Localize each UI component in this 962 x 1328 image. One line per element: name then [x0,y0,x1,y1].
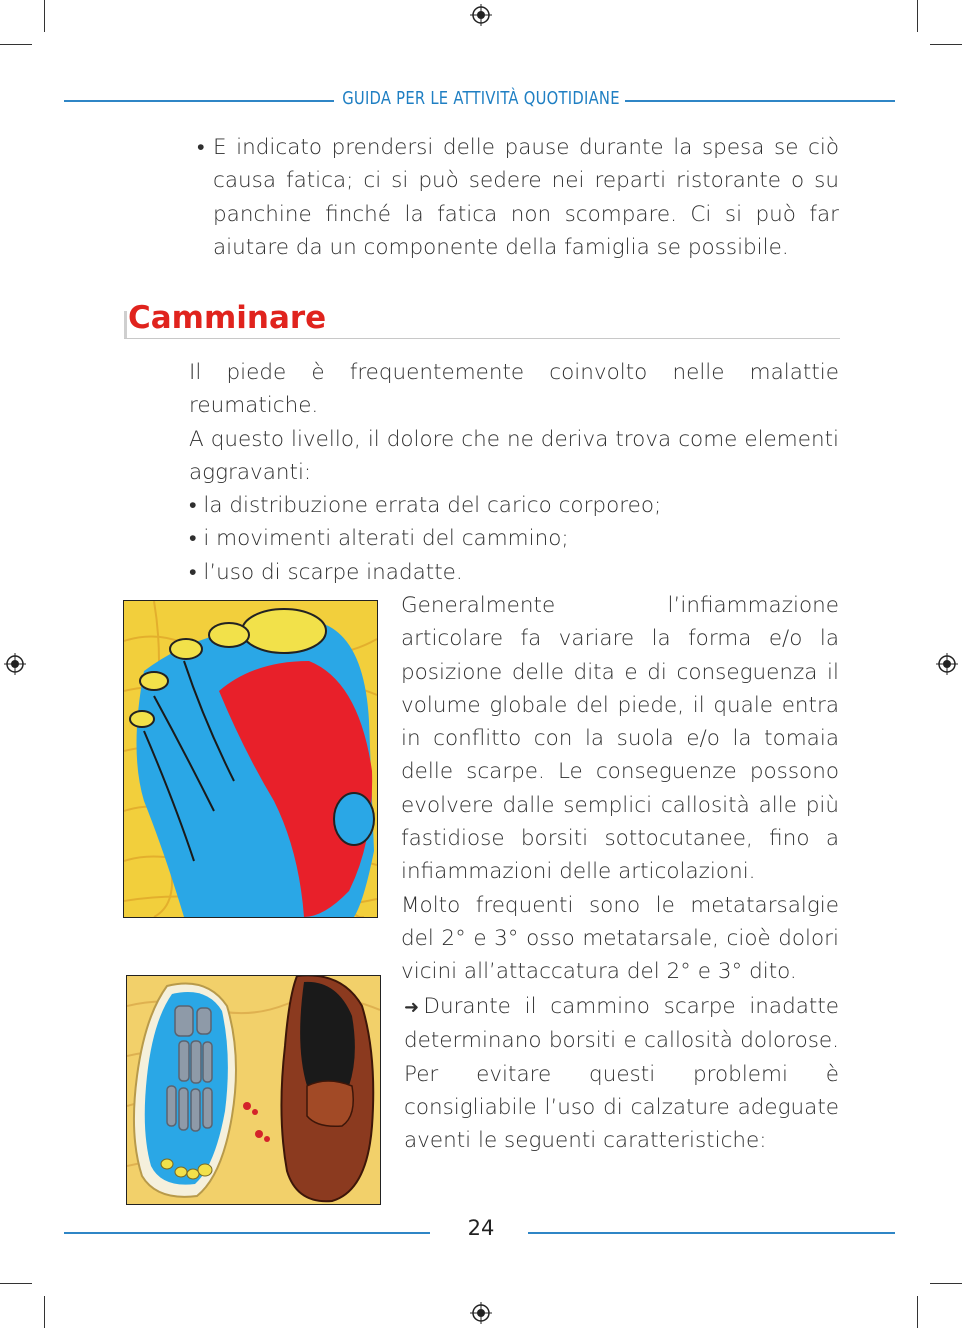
page-number: 24 [467,1216,495,1240]
foot-bunion-drawing [124,601,377,917]
registration-mark-icon [470,4,492,26]
crop-mark [917,0,918,32]
list-item: • i movimenti alterati del cammino; [189,526,569,552]
crop-mark [44,1296,45,1328]
list-item: • l’uso di scarpe inadatte. [189,559,463,585]
crop-mark [930,44,962,45]
arrow-icon: ➜ [404,997,420,1018]
crop-mark [930,1283,962,1284]
paragraph-shoes [404,990,839,1157]
list-item: • la distribuzione errata del carico corporeo; [189,493,662,519]
foot-shoe-illustration [126,975,381,1205]
intro-bullet-text: E indicato prendersi delle pause durante la spesa se ciò causa fatica; ci si può sedere nei reparti ristorante o su panchine finché la fatica non scompare. Ci si può far aiutare da un componente della famiglia se possibile. [213,135,839,260]
lead-sentence-1: Il piede è frequentemente coinvolto nelle malattie reumatiche. [189,360,839,419]
running-header: GUIDA PER LE ATTIVITÀ QUOTIDIANE [342,88,620,109]
section-heading-bar [124,311,127,339]
registration-mark-icon [4,653,26,675]
crop-mark [44,0,45,32]
registration-mark-icon [936,653,958,675]
foot-shoe-drawing [127,976,380,1204]
shoes-text: Durante il cammino scarpe inadatte determinano borsiti e callosità dolorose. Per evitare questi problemi è consigliabile l’uso di calzature adeguate aventi le seguenti caratteristiche: [404,994,839,1154]
registration-mark-icon [470,1302,492,1324]
intro-bullet [197,131,839,264]
crop-mark [0,44,32,45]
section-heading-rule [124,338,840,339]
foot-bunion-illustration [123,600,378,918]
section-heading: Camminare [128,300,327,336]
inflammation-text: Generalmente l’infiammazione articolare fa variare la forma e/o la posizione delle dita e di conseguenza il volume globale del piede, il quale entra in conflitto con la suola e/o la tomaia delle scarpe. Le conseguenze possono evolvere dalle semplici callosità alle più fastidiose borsiti sottocutanee, fino a infiammazioni delle articolazioni. [401,593,839,885]
bullet-marker: • [197,135,205,160]
metatarsalgia-text: Molto frequenti sono le metatarsalgie del 2° e 3° osso metatarsale, cioè dolori vicini all’attaccatura del 2° e 3° dito. [401,892,839,985]
paragraph-inflammation [401,589,839,989]
crop-mark [917,1296,918,1328]
crop-mark [0,1283,32,1284]
section-lead [189,356,839,589]
lead-sentence-2: A questo livello, il dolore che ne deriva trova come elementi aggravanti: [189,426,839,485]
